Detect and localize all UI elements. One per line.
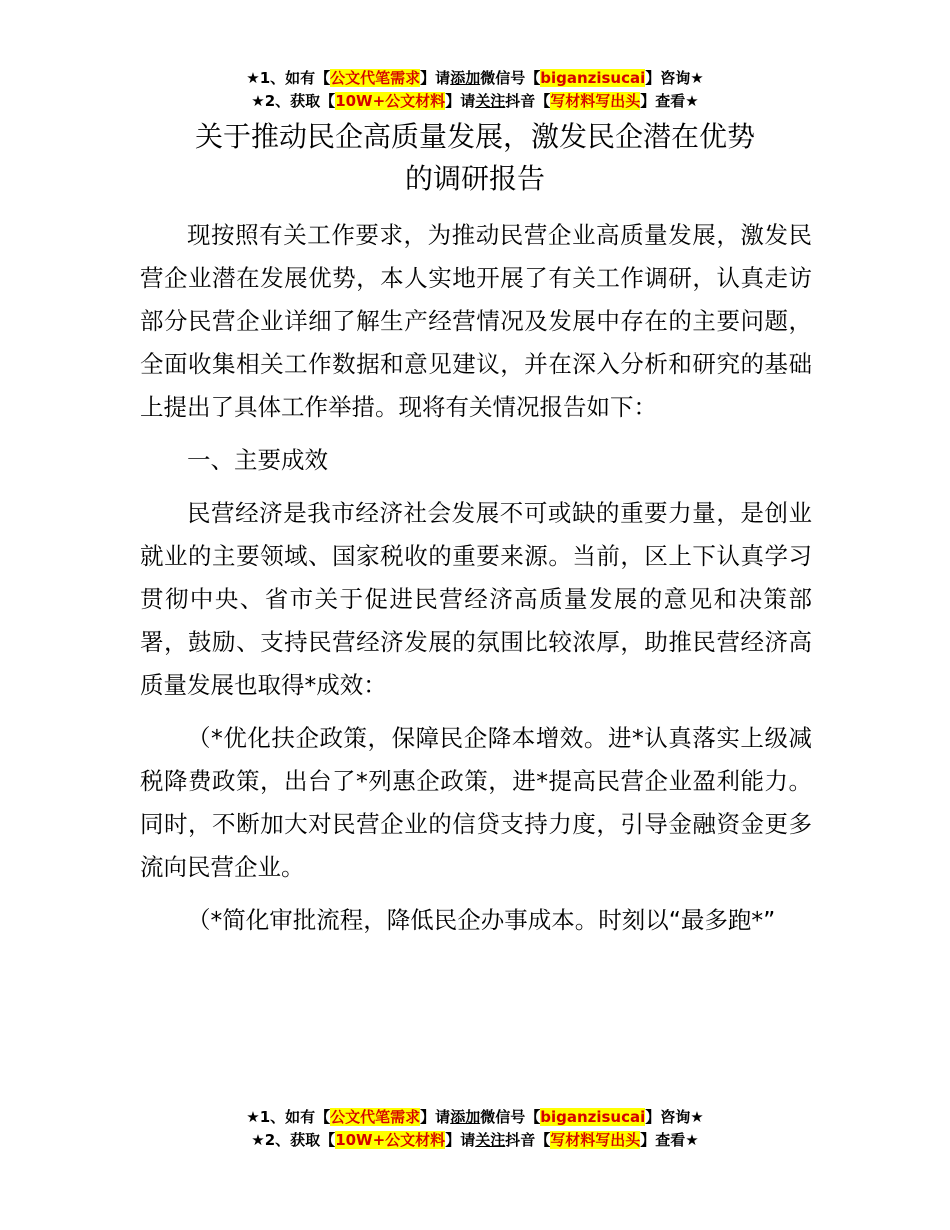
banner-highlight: biganzisucai: [540, 1108, 646, 1126]
footer-banner: [0, 1106, 950, 1152]
title-line-1: 关于推动民企高质量发展，激发民企潜在优势: [194, 120, 755, 153]
banner-line-1: [0, 67, 950, 90]
banner-text: 】咨询★: [645, 1108, 704, 1126]
section-heading: 一、主要成效: [187, 446, 328, 474]
banner-text: 】请: [420, 1108, 451, 1126]
banner-line-2: [0, 1129, 950, 1152]
body-paragraph: （*简化审批流程，降低民企办事成本。时刻以“最多跑*”: [187, 906, 776, 934]
document-title: [0, 116, 950, 200]
banner-text: 】咨询★: [645, 69, 704, 87]
body-paragraph: 民营经济是我市经济社会发展不可或缺的重要力量，是创业就业的主要领域、国家税收的重要来源。当前，区上下认真学习贯彻中央、省市关于促进民营经济高质量发展的意见和决策部署，鼓励、支持民营经济发展的氛围比较浓厚，助推民营经济高质量发展也取得*成效：: [140, 499, 812, 699]
banner-text: ★1、如有【: [246, 1108, 331, 1126]
banner-text: ★1、如有【: [246, 69, 331, 87]
banner-emphasis: 关注: [475, 1131, 506, 1149]
intro-paragraph: 现按照有关工作要求，为推动民营企业高质量发展，激发民营企业潜在发展优势，本人实地开展了有关工作调研，认真走访部分民营企业详细了解生产经营情况及发展中存在的主要问题，全面收集相关工作数据和意见建议，并在深入分析和研究的基础上提出了具体工作举措。现将有关情况报告如下：: [140, 221, 812, 421]
banner-highlight: 写材料写出头: [550, 1131, 641, 1149]
banner-highlight: 公文代笔需求: [330, 69, 421, 87]
banner-text: 】请: [420, 69, 451, 87]
banner-text: 微信号【: [480, 1108, 541, 1126]
banner-emphasis: 添加: [450, 1108, 481, 1126]
banner-text: 】查看★: [640, 1131, 699, 1149]
banner-highlight: biganzisucai: [540, 69, 646, 87]
banner-line-2: [0, 90, 950, 113]
banner-emphasis: 关注: [475, 92, 506, 110]
banner-text: 】请: [445, 1131, 476, 1149]
banner-text: ★2、获取【: [251, 92, 336, 110]
banner-highlight: 10W+公文材料: [335, 1131, 446, 1149]
banner-text: 】查看★: [640, 92, 699, 110]
banner-highlight: 公文代笔需求: [330, 1108, 421, 1126]
banner-emphasis: 添加: [450, 69, 481, 87]
banner-highlight: 10W+公文材料: [335, 92, 446, 110]
banner-text: ★2、获取【: [251, 1131, 336, 1149]
document-body: [140, 214, 812, 952]
body-paragraph: （*优化扶企政策，保障民企降本增效。进*认真落实上级减税降费政策，出台了*列惠企政策，进*提高民营企业盈利能力。同时，不断加大对民营企业的信贷支持力度，引导金融资金更多流向民营企业。: [140, 724, 812, 881]
banner-text: 微信号【: [480, 69, 541, 87]
banner-line-1: [0, 1106, 950, 1129]
banner-text: 抖音【: [505, 92, 551, 110]
banner-text: 抖音【: [505, 1131, 551, 1149]
header-banner: [0, 67, 950, 113]
banner-highlight: 写材料写出头: [550, 92, 641, 110]
title-line-2: 的调研报告: [404, 162, 545, 195]
banner-text: 】请: [445, 92, 476, 110]
